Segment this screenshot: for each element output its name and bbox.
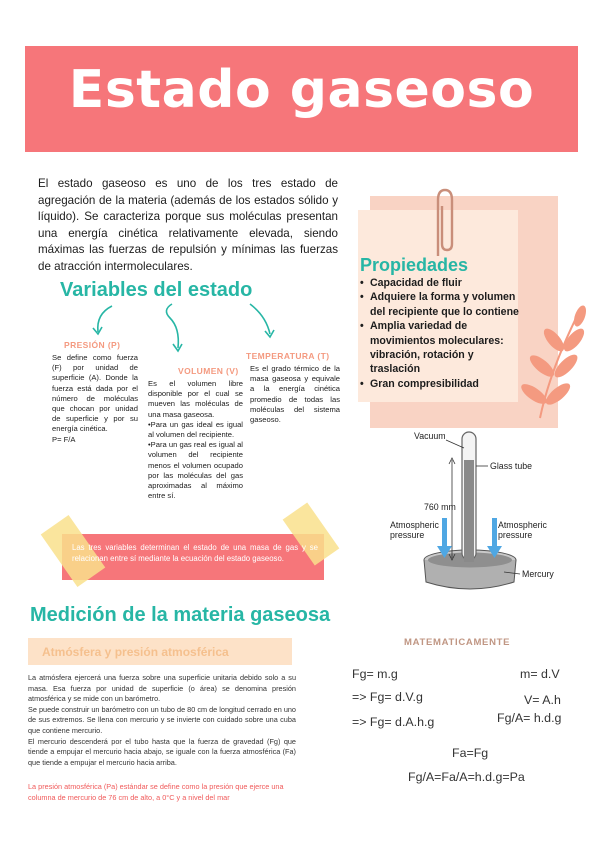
intro-paragraph: El estado gaseoso es uno de los tres estado de agregación de la materia (además de los estados sólido y líquido). Se caracteriza porque sus moléculas presentan una energía cinética relativamente elevada, siendo máximas las fuerzas de repulsión y mínimas las fuerzas de atracción intermoleculares. — [38, 177, 338, 273]
page-title: Estado gaseoso — [68, 60, 535, 120]
atm-left-label-1: Atmospheric — [390, 520, 439, 530]
volume-bullet-real: •Para un gas real es igual al volumen del recipiente menos el volumen ocupado por las moléculas del gas aproximadas al máximo entre sí. — [148, 440, 243, 501]
list-item: • Amplia variedad de movimientos moleculares: vibración, rotación y traslación — [360, 319, 520, 377]
equation: Fg= m.g — [352, 667, 398, 681]
height-label: 760 mm — [424, 502, 456, 512]
vacuum-label: Vacuum — [414, 431, 446, 441]
paragraph: Se puede construir un barómetro con un tubo de 80 cm de longitud cerrado en uno de sus extremos. Se llena con mercurio y se invierte con cuidado sobre una cuba que contiene mercurio. — [28, 704, 296, 735]
equation: Fg/A=Fa/A=h.d.g=Pa — [408, 770, 525, 784]
atm-right-label-2: pressure — [498, 530, 533, 540]
list-item: • Capacidad de fluir — [360, 276, 520, 290]
equation: m= d.V — [520, 667, 560, 681]
paragraph: El mercurio descenderá por el tubo hasta que la fuerza de gravedad (Fg) que tiende a empujar el mercurio hacia abajo, se iguale con la fuerza atmosférica (Fa) que tiende a empujar el mercurio hacia arriba. — [28, 736, 296, 767]
equation: => Fg= d.V.g — [352, 690, 423, 704]
mercury-label: Mercury — [522, 569, 554, 579]
pressure-definition: La presión atmosférica (Pa) estándar se define como la presión que ejerce una columna de mercurio de 76 cm de alto, a 0°C y a nivel del mar — [28, 782, 284, 802]
list-item: • Adquiere la forma y volumen del recipiente que lo contiene — [360, 290, 520, 319]
temperature-heading: TEMPERATURA (T) — [246, 351, 330, 361]
pressure-text: Se define como fuerza (F) por unidad de superficie (A). Donde la fuerza está dada por el número de moléculas que chocan por unidad de superficie y por su energía cinética. — [52, 353, 138, 434]
measurement-body — [28, 673, 296, 768]
atm-left-label-2: pressure — [390, 530, 425, 540]
equation: V= A.h — [524, 693, 561, 707]
measurement-subtitle: Atmósfera y presión atmosférica — [42, 645, 229, 659]
math-heading: MATEMATICAMENTE — [404, 637, 511, 648]
properties-list — [360, 276, 520, 391]
properties-title: Propiedades — [360, 255, 469, 275]
measurement-title: Medición de la materia gaseosa — [30, 604, 331, 626]
equation: => Fg= d.A.h.g — [352, 715, 435, 729]
pressure-description — [52, 353, 138, 445]
volume-text: Es el volumen libre disponible por el cual se mueven las moléculas de una masa gaseosa. — [148, 379, 243, 419]
volume-description — [148, 379, 243, 501]
barometer-diagram — [380, 426, 560, 596]
list-item: • Gran compresibilidad — [360, 377, 520, 391]
equation: Fa=Fg — [452, 746, 489, 760]
atm-right-label-1: Atmospheric — [498, 520, 547, 530]
paperclip-icon — [430, 186, 456, 258]
temperature-description: Es el grado térmico de la masa gaseosa y equivale a la energía cinética promedio de todas las moléculas del sistema gaseoso. — [250, 364, 340, 425]
equation: Fg/A= h.d.g — [497, 711, 562, 725]
paragraph: La atmósfera ejercerá una fuerza sobre una superficie unitaria debido solo a su masa. Esa fuerza por unidad de superficie (o área) se denomina presión atmosférica y se mide con un barómetro. — [28, 673, 296, 704]
volume-bullet-ideal: •Para un gas ideal es igual al volumen del recipiente. — [148, 419, 243, 440]
pressure-heading: PRESIÓN (P) — [64, 340, 121, 350]
variables-title: Variables del estado — [60, 279, 253, 301]
glass-tube-label: Glass tube — [490, 461, 533, 471]
leaf-icon — [520, 300, 590, 420]
pressure-formula: P= F/A — [52, 434, 76, 444]
volume-heading: VOLUMEN (V) — [178, 366, 239, 376]
summary-text: Las tres variables determinan el estado de una masa de gas y se relacionan entre sí mediante la ecuación del estado gaseoso. — [72, 543, 318, 563]
